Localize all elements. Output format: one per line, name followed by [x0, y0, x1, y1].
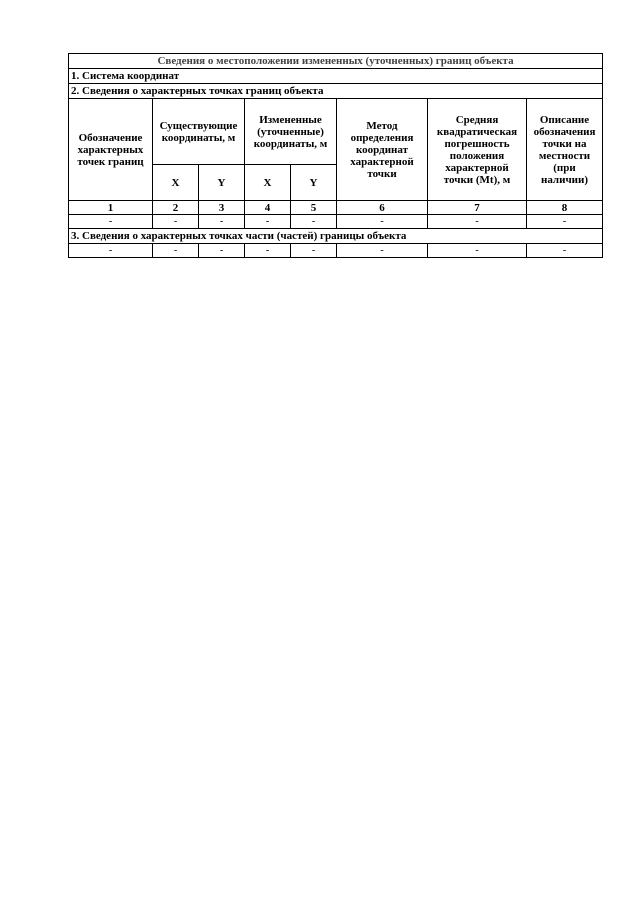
header-point-designation: Обозначение характерных точек границ [69, 99, 153, 201]
table-cell: - [428, 244, 527, 258]
column-number: 8 [527, 201, 603, 215]
header-rms-error: Средняя квадратическая погрешность положения характерной точки (Mt), м [428, 99, 527, 201]
column-number: 2 [153, 201, 199, 215]
header-changed-coords: Измененные (уточненные) координаты, м [245, 99, 337, 165]
header-description: Описание обозначения точки на местности (при наличии) [527, 99, 603, 201]
header-changed-x: X [245, 165, 291, 201]
table-row [69, 244, 603, 258]
table-cell: - [153, 215, 199, 229]
column-number: 4 [245, 201, 291, 215]
table-cell: - [245, 244, 291, 258]
table-cell: - [69, 244, 153, 258]
header-existing-y: Y [199, 165, 245, 201]
table-title: Сведения о местоположении измененных (уточненных) границ объекта [69, 54, 603, 69]
table-cell: - [69, 215, 153, 229]
boundary-info-table [68, 53, 603, 258]
section-coordinate-system: 1. Система координат [69, 69, 603, 84]
table-cell: - [337, 244, 428, 258]
table-cell: - [199, 215, 245, 229]
header-changed-y: Y [291, 165, 337, 201]
table-cell: - [199, 244, 245, 258]
table-row [69, 215, 603, 229]
column-number: 1 [69, 201, 153, 215]
header-existing-x: X [153, 165, 199, 201]
table-cell: - [291, 244, 337, 258]
column-number: 6 [337, 201, 428, 215]
table-cell: - [153, 244, 199, 258]
column-number: 5 [291, 201, 337, 215]
column-number: 3 [199, 201, 245, 215]
table-cell: - [527, 244, 603, 258]
table-cell: - [527, 215, 603, 229]
table-cell: - [428, 215, 527, 229]
column-numbers-row [69, 201, 603, 215]
header-existing-coords: Существующие координаты, м [153, 99, 245, 165]
table-cell: - [337, 215, 428, 229]
section-part-boundary-points: 3. Сведения о характерных точках части (частей) границы объекта [69, 229, 603, 244]
table-cell: - [291, 215, 337, 229]
column-number: 7 [428, 201, 527, 215]
table-cell: - [245, 215, 291, 229]
header-method: Метод определения координат характерной точки [337, 99, 428, 201]
section-boundary-points: 2. Сведения о характерных точках границ объекта [69, 84, 603, 99]
